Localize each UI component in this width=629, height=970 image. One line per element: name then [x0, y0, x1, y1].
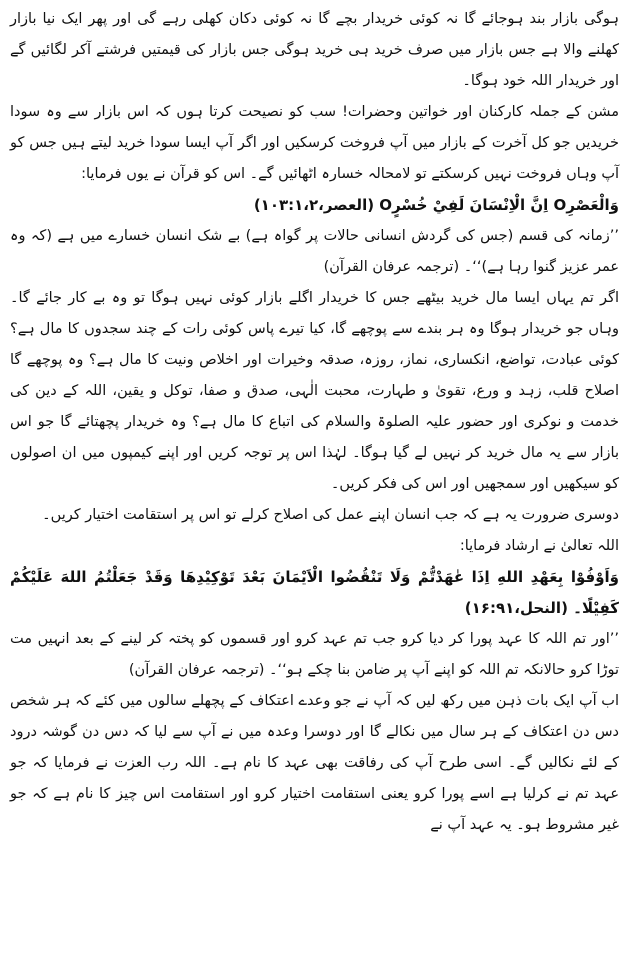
- paragraph-bazaar-closing: ہوگی بازار بند ہوجائے گا نہ کوئی خریدار بچے گا نہ کوئی دکان کھلی رہے گی اور پھر ایک نیا بازار کھلنے والا ہے جس بازار میں صرف خرید ہی خرید ہوگی جس بازار کی قیمتیں فرشتے آکر لگائیں گے اور خریدار اللہ خود ہوگا۔: [10, 11, 619, 89]
- translation-credit: (ترجمہ عرفان القرآن): [128, 662, 265, 678]
- verse-reference: (العصر،۱۰۳:۱،۲): [253, 196, 375, 214]
- paragraph-second-necessity: دوسری ضرورت یہ ہے کہ جب انسان اپنے عمل کی اصلاح کرلے تو اس پر استقامت اختیار کریں۔: [42, 507, 619, 523]
- verse-text: وَاَوْفُوْا بِعَهْدِ اللهِ اِذَا عٰهَدْتُّمْ وَلَا تَنْقُضُوا الْاَيْمَانَ بَعْدَ تَوْكِيْدِهَا وَقَدْ جَعَلْتُمُ اللهَ عَلَيْكُمْ كَفِيْلًا۔: [10, 568, 619, 617]
- paragraph-allah-said: اللہ تعالیٰ نے ارشاد فرمایا:: [459, 538, 619, 554]
- paragraph-buyer-in-hereafter: اگر تم یہاں ایسا مال خرید بیٹھے جس کا خریدار اگلے بازار کوئی نہیں ہوگا تو وہ بے کار جائے گا۔ وہاں جو خریدار ہوگا وہ ہر بندے سے پوچھے گا، کیا تیرے پاس کوئی رات کے چند سجدوں کا مال ہے؟ کوئی عبادت، تواضع، انکساری، نماز، روزہ، صدقہ وخیرات اور اخلاص ونیت کا مال ہے؟ وہ پوچھے گا اصلاح قلب، زہد و ورع، تقویٰ و طہارت، محبت الٰہی، صدق و صفا، توکل و یقین، اللہ کے دین کی خدمت و نوکری اور حضور علیہ الصلوۃ والسلام کی اتباع کا مال ہے؟ وہ خریدار پچھتائے گا جو اس بازار سے یہ مال خرید کر نہیں لے گیا ہوگا۔ لہٰذا اس پر توجہ کریں اور اپنے کیمپوں میں ان اصولوں کو سیکھیں اور سمجھیں اور اس کی فکر کریں۔: [10, 290, 619, 492]
- paragraph-itikaf-promise: اب آپ ایک بات ذہن میں رکھ لیں کہ آپ نے جو وعدے اعتکاف کے پچھلے سالوں میں کئے کہ ہر شخص دس دن اعتکاف کے ہر سال میں نکالے گا اور دوسرا وعدہ میں نے آپ سے لیا کہ دس دن گوشہ درود کے لئے نکالیں گے۔ اسی طرح آپ کی رفاقت بھی عہد کا نام ہے۔ اللہ رب العزت نے فرمایا کہ جو عہد تم نے کرلیا ہے اسے پورا کرو یعنی استقامت اختیار کرو اور استقامت اس چیز کا نام ہے کہ جو غیر مشروط ہو۔ یہ عہد آپ نے: [10, 693, 619, 833]
- quran-verse-an-nahl: [10, 562, 619, 624]
- translation-quote-al-asr: [10, 221, 619, 283]
- translation-quote-an-nahl: [10, 624, 619, 686]
- paragraph-advice-to-workers: مشن کے جملہ کارکنان اور خواتین وحضرات! سب کو نصیحت کرتا ہوں کہ اس بازار سے وہ سودا خریدیں جو کل آخرت کے بازار میں آپ فروخت کرسکیں اور اگر آپ ایسا سودا خرید لیتے ہیں جس کو آپ وہاں فروخت نہیں کرسکتے تو لامحالہ خسارہ اٹھائیں گے۔ اس کو قرآن نے یوں فرمایا:: [10, 104, 619, 182]
- quran-verse-al-asr: [10, 190, 619, 221]
- translation-text: ’’اور تم اللہ کا عہد پورا کر دیا کرو جب تم عہد کرو اور قسموں کو پختہ کر لینے کے بعد انہیں مت توڑا کرو حالانکہ تم اللہ کو اپنے آپ پر ضامن بنا چکے ہو‘‘۔: [10, 631, 619, 678]
- translation-text: ’’زمانہ کی قسم (جس کی گردش انسانی حالات پر گواہ ہے) بے شک انسان خسارے میں ہے (کہ وہ عمر عزیز گنوا رہا ہے)‘‘۔: [10, 228, 619, 275]
- verse-text: وَالْعَصْرِO اِنَّ الْاِنْسَانَ لَفِيْ خُسْرٍO: [379, 196, 619, 214]
- translation-credit: (ترجمہ عرفان القرآن): [323, 259, 460, 275]
- verse-reference: (النحل،۱۶:۹۱): [464, 599, 568, 617]
